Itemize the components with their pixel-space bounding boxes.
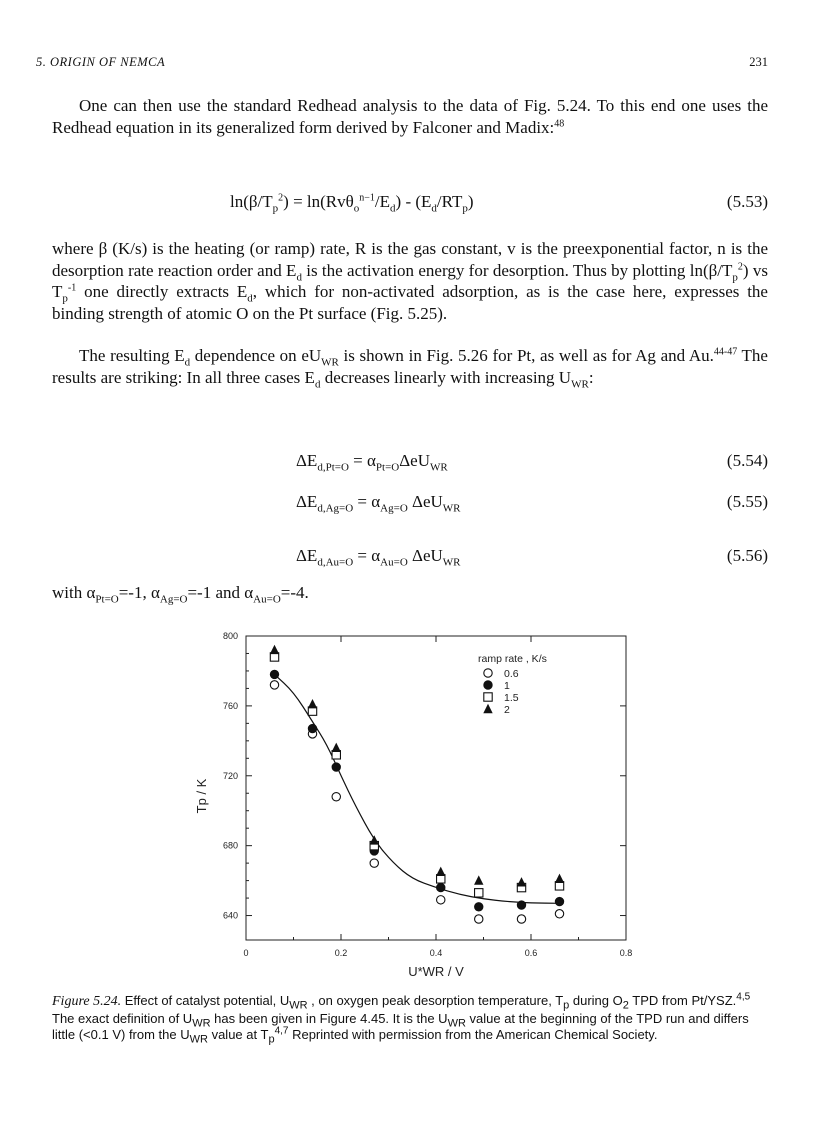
data-point-1 bbox=[270, 670, 278, 678]
page-number: 231 bbox=[749, 55, 768, 69]
figure-5-24 bbox=[180, 626, 640, 986]
running-title: 5. ORIGIN OF NEMCA bbox=[36, 55, 166, 69]
y-tick-label: 760 bbox=[222, 700, 238, 711]
legend-marker-0-6 bbox=[484, 669, 492, 677]
data-point-0-6 bbox=[332, 793, 340, 801]
alpha-values-line: with $\alpha_{Pt=O}=-1$, $\alpha_{Ag=O}=-1$ and $\alpha_{Au=O}=-4$. bbox=[52, 583, 309, 606]
figure-caption: Figure 5.24. Effect of catalyst potential, $U_{WR}$ , on oxygen peak desorption temperature, $T_p$ during $O_2$ TPD from Pt/YSZ.$^{4,5}$ The exact definition of $U_{WR}$ has been given in Figure 4.45. It is the $U_{WR}$ value at the beginning of the TPD run and differs little (<0.1 V) from the $U_{WR}$ value at $T_p^{4,7}$ Reprinted with permission from the American Chemical Society. bbox=[52, 991, 751, 1046]
paragraph-3: The resulting $E_d$ dependence on $eU_{WR}$ is shown in Fig. 5.26 for Pt, as well as for Ag and Au.$^{44-47}$ The results are striking: In all three cases $E_d$ decreases linearly with increasing $U_{WR}$: bbox=[52, 346, 768, 390]
legend-entry: 1 bbox=[504, 680, 510, 692]
paragraph-2: where β (K/s) is the heating (or ramp) rate, R is the gas constant, v is the preexponential factor, n is the desorption rate reaction order and $E_d$ is the activation energy for desorption. Thus by plotting $\ln(\beta/T_p^2)$ vs $T_p^{-1}$ one directly extracts $E_d$, which for non-activated adsorption, as is the case here, expresses the binding strength of atomic O on the Pt surface (Fig. 5.25). bbox=[52, 239, 768, 323]
equation-number: (5.53) bbox=[726, 192, 768, 211]
data-point-2 bbox=[370, 835, 379, 844]
equation-number: (5.56) bbox=[726, 546, 768, 565]
equation-number: (5.54) bbox=[726, 451, 768, 470]
x-tick-label: 0 bbox=[243, 948, 249, 958]
caption-label: Figure 5.24. bbox=[52, 994, 122, 1009]
data-point-0-6 bbox=[370, 859, 378, 867]
x-tick-label: 0.6 bbox=[524, 948, 538, 958]
citation-48: 48 bbox=[554, 117, 565, 129]
plot-frame bbox=[246, 636, 626, 940]
data-point-2 bbox=[555, 874, 564, 883]
data-point-2 bbox=[270, 645, 279, 654]
equation-5-56 bbox=[52, 546, 768, 572]
equation-5-55-body: $\Delta E_{d,Ag=O} = \alpha_{Ag=O}$ ΔeU$_{WR}$ bbox=[296, 492, 461, 515]
legend-marker-2 bbox=[483, 704, 492, 713]
data-point-2 bbox=[436, 867, 445, 876]
tp-vs-uwr-chart bbox=[180, 626, 640, 986]
citation-44-47: 44-47 bbox=[713, 346, 738, 358]
running-header bbox=[36, 55, 768, 75]
data-point-0-6 bbox=[270, 681, 278, 689]
data-point-2 bbox=[474, 875, 483, 884]
data-point-1 bbox=[437, 883, 445, 891]
x-tick-label: 0.8 bbox=[619, 948, 633, 958]
y-tick-label: 720 bbox=[222, 770, 238, 781]
legend-entry: 0.6 bbox=[504, 668, 519, 680]
data-point-1 bbox=[332, 763, 340, 771]
legend-marker-1 bbox=[484, 681, 492, 689]
paragraph-1 bbox=[52, 95, 768, 138]
x-axis-label: U*WR / V bbox=[408, 964, 464, 979]
data-point-1 bbox=[475, 903, 483, 911]
data-point-0-6 bbox=[555, 910, 563, 918]
legend-marker-1-5 bbox=[484, 693, 492, 701]
equation-5-54-body: $\Delta E_{d,Pt=O} = \alpha_{Pt=O}\Delta eU_{WR}$ bbox=[296, 451, 448, 474]
data-point-1 bbox=[308, 724, 316, 732]
data-point-1 bbox=[517, 901, 525, 909]
x-tick-label: 0.2 bbox=[334, 948, 348, 958]
data-point-0-6 bbox=[517, 915, 525, 923]
equation-5-55 bbox=[52, 492, 768, 518]
equation-5-54 bbox=[52, 451, 768, 477]
data-point-2 bbox=[517, 877, 526, 886]
equation-5-56-body: $\Delta E_{d,Au=O} = \alpha_{Au=O}$ ΔeU$_{WR}$ bbox=[296, 546, 461, 569]
data-point-1-5 bbox=[475, 889, 483, 897]
x-tick-label: 0.4 bbox=[429, 948, 443, 958]
paragraph-1-text: One can then use the standard Redhead analysis to the data of Fig. 5.24. To this end one uses the Redhead equation in its generalized form derived by Falconer and Madix: bbox=[52, 96, 768, 137]
y-tick-label: 680 bbox=[222, 840, 238, 851]
data-point-2 bbox=[332, 743, 341, 752]
equation-5-53 bbox=[52, 192, 768, 218]
y-axis-label: Tp / K bbox=[194, 778, 209, 814]
y-tick-label: 640 bbox=[222, 910, 238, 921]
equation-5-53-body: $\ln(\beta/T_p^2) = \ln(Rv\theta_o^{n-1}/E_d) - (E_d/RT_p)$ bbox=[230, 192, 474, 215]
legend-title: ramp rate , K/s bbox=[478, 653, 547, 665]
data-point-0-6 bbox=[437, 896, 445, 904]
equation-number: (5.55) bbox=[726, 492, 768, 511]
legend-entry: 1.5 bbox=[504, 692, 519, 704]
data-point-2 bbox=[308, 699, 317, 708]
data-point-1 bbox=[555, 897, 563, 905]
data-point-0-6 bbox=[475, 915, 483, 923]
y-tick-label: 800 bbox=[222, 631, 238, 641]
legend-entry: 2 bbox=[504, 704, 510, 716]
